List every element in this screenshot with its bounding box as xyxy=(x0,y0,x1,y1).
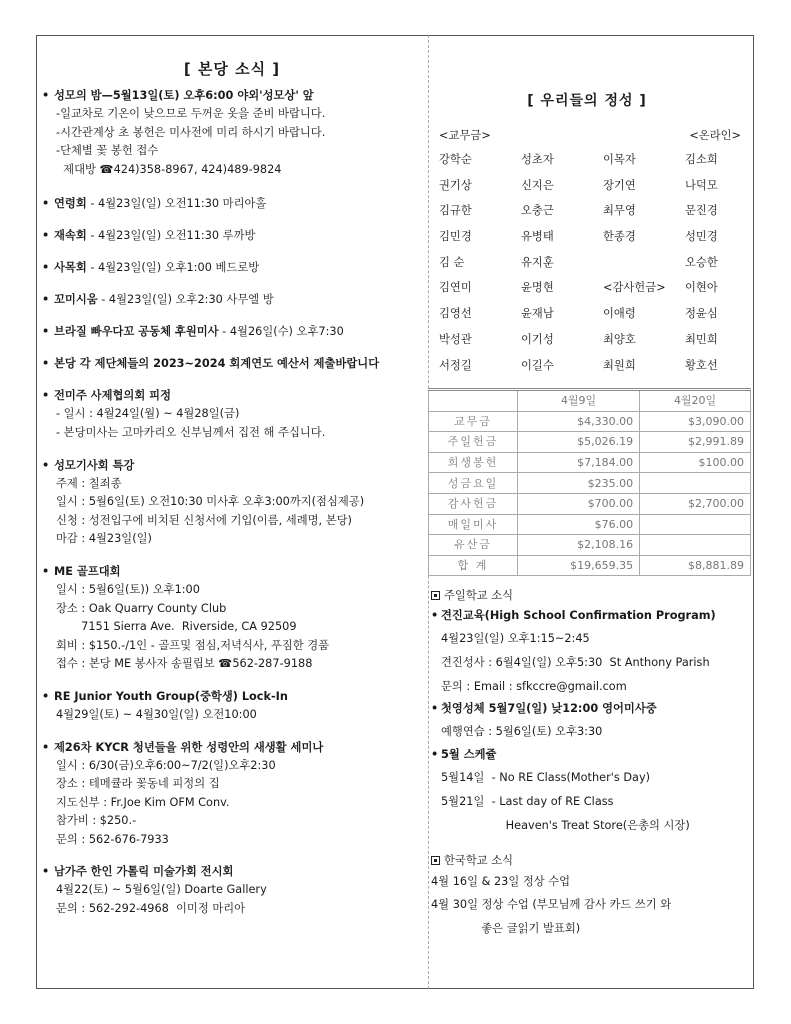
news-item xyxy=(42,688,422,725)
donor-name: 이애령 xyxy=(603,307,636,321)
news-detail-line: 4월29일(토) ~ 4월30일(일) 오전10:00 xyxy=(56,707,257,721)
donor-name: 오충근 xyxy=(521,204,554,218)
donor-name: 김소희 xyxy=(685,153,718,166)
offering-category: 교무금 xyxy=(429,411,518,432)
donor-name: 정윤심 xyxy=(685,307,718,321)
news-detail-line: 일시 : 5월6일(토)) 오후1:00 xyxy=(56,582,200,596)
offering-amount: $8,881.89 xyxy=(640,555,751,576)
news-item xyxy=(42,457,422,549)
donor-name: 이기성 xyxy=(521,332,554,346)
offering-amount: $100.00 xyxy=(640,452,751,473)
sunday-school-heading: 주일학교 소식 xyxy=(431,587,751,605)
offering-column-header: 4월9일 xyxy=(518,390,640,412)
donor-name: 김규한 xyxy=(439,204,472,218)
donor-name: 유병태 xyxy=(521,230,554,244)
donor-name: 나덕모 xyxy=(685,178,718,192)
offering-amount: $700.00 xyxy=(518,493,640,514)
donor-name: 이목자 xyxy=(603,153,636,166)
donor-name: <감사헌금> xyxy=(603,281,666,295)
news-item-heading xyxy=(42,563,422,581)
donor-name: 오승한 xyxy=(685,255,718,269)
sunday-school-detail-line: Heaven's Treat Store(은총의 시장) xyxy=(441,818,690,832)
offering-amount: $19,659.35 xyxy=(518,555,640,576)
donor-name: 윤명현 xyxy=(521,281,554,295)
news-detail-line: - 일시 : 4월24일(월) ~ 4월28일(금) xyxy=(56,407,240,421)
news-item xyxy=(42,563,422,674)
offering-amount: $2,108.16 xyxy=(518,535,640,556)
donor-name: 최양호 xyxy=(603,332,636,346)
donor-name: 김민경 xyxy=(439,230,472,244)
donor-row xyxy=(439,358,747,384)
news-item xyxy=(42,387,422,442)
offering-row xyxy=(429,535,751,556)
news-heading-text: 성모기사회 특강 xyxy=(54,458,135,472)
news-item-heading xyxy=(42,195,422,213)
sunday-school-detail-line: 문의 : Email : sfkccre@gmail.com xyxy=(441,679,627,693)
sunday-school-items xyxy=(431,605,751,838)
news-item-heading xyxy=(42,355,422,373)
news-heading-text: 사목회 xyxy=(54,261,87,275)
offering-row xyxy=(429,514,751,535)
news-item-heading xyxy=(42,291,422,309)
donor-name: 유지훈 xyxy=(521,255,554,269)
online-header: <온라인> xyxy=(689,129,741,142)
sunday-school-detail-line: 4월23일(일) 오후1:15~2:45 xyxy=(441,632,590,645)
parish-news-title: [ 본당 소식 ] xyxy=(183,60,281,78)
donor-row xyxy=(439,332,747,358)
donor-row xyxy=(439,255,747,281)
donor-name: 김 순 xyxy=(439,255,465,269)
sunday-school-item-heading: • 첫영성체 5월7일(일) 낮12:00 영어미사중 xyxy=(431,698,751,720)
offering-row xyxy=(429,555,751,576)
news-heading-text: 남가주 한인 가톨릭 미술가회 전시회 xyxy=(54,865,234,879)
offerings-title: [ 우리들의 정성 ] xyxy=(527,93,647,109)
news-detail-line: 신청 : 성전입구에 비치된 신청서에 기입(이름, 세례명, 본당) xyxy=(56,513,352,527)
news-detail-line: 장소 : 테메큘라 꽃동네 피정의 집 xyxy=(56,777,220,791)
offering-category: 주일헌금 xyxy=(429,432,518,453)
donor-name: 권기상 xyxy=(439,178,472,192)
offering-category: 감사헌금 xyxy=(429,493,518,514)
news-detail-line: 7151 Sierra Ave. Riverside, CA 92509 xyxy=(56,620,297,634)
news-heading-text: 재속회 xyxy=(54,229,87,243)
parish-news-column xyxy=(42,58,422,919)
donor-row xyxy=(439,152,747,178)
offering-table xyxy=(428,388,751,576)
news-heading-text: 꼬미시움 xyxy=(54,293,98,307)
news-detail-line: 접수 : 본당 ME 봉사자 송필립보 ☎562-287-9188 xyxy=(56,657,313,671)
school-news xyxy=(431,587,751,941)
donor-name: 강학순 xyxy=(439,153,472,166)
news-detail-line: 일시 : 5월6일(토) 오전10:30 미사후 오후3:00까지(점심제공) xyxy=(56,495,365,509)
square-bullet-icon xyxy=(431,591,440,600)
offering-column-header: 4월20일 xyxy=(640,390,751,412)
news-detail-line: - 본당미사는 고마카리오 신부님께서 집전 해 주십니다. xyxy=(56,425,326,439)
news-heading-text: RE Junior Youth Group(중학생) Lock-In xyxy=(54,689,288,703)
news-detail-line: 마감 : 4월23일(일) xyxy=(56,532,152,546)
offering-row xyxy=(429,473,751,494)
news-item-heading xyxy=(42,688,422,706)
korean-school-line: 4월 30일 정상 수업 (부모님께 감사 카드 쓰기 와 xyxy=(431,898,672,912)
donor-name: 최민희 xyxy=(685,332,718,346)
news-detail-line: 4월22(토) ~ 5월6일(일) Doarte Gallery xyxy=(56,883,267,897)
offering-table-header xyxy=(429,390,751,412)
donor-name: 김연미 xyxy=(439,281,472,295)
offering-amount: $7,184.00 xyxy=(518,452,640,473)
offering-column-header xyxy=(429,390,518,412)
donor-name: 최원희 xyxy=(603,358,636,372)
offering-row xyxy=(429,493,751,514)
news-detail-line: 문의 : 562-292-4968 이미정 마리아 xyxy=(56,902,246,916)
offering-amount: $3,090.00 xyxy=(640,411,751,432)
donor-name: 이길수 xyxy=(521,358,554,372)
donor-name: 이현아 xyxy=(685,281,718,295)
offering-amount: $2,700.00 xyxy=(640,493,751,514)
donor-name: 한종경 xyxy=(603,230,636,244)
offering-row xyxy=(429,411,751,432)
offering-row xyxy=(429,432,751,453)
news-detail-line: 제대방 ☎424)358-8967, 424)489-9824 xyxy=(56,162,282,176)
news-heading-detail: - 4월23일(일) 오후2:30 사무엘 방 xyxy=(97,293,274,307)
news-heading-text: 본당 각 제단체들의 2023~2024 회계연도 예산서 제출바랍니다 xyxy=(54,357,380,371)
news-detail-line: -일교차로 기온이 낮으므로 두꺼운 옷을 준비 바랍니다. xyxy=(56,107,326,120)
news-heading-text: 브라질 빠우다꼬 공동체 후원미사 xyxy=(54,325,219,339)
korean-school-heading: 한국학교 소식 xyxy=(431,852,751,870)
news-detail-line: 참가비 : $250.- xyxy=(56,814,137,828)
news-heading-detail: - 4월23일(일) 오전11:30 루까방 xyxy=(86,229,256,243)
offering-amount xyxy=(640,535,751,556)
donor-name: 문진경 xyxy=(685,204,718,218)
news-item xyxy=(42,863,422,918)
donor-name: 서정길 xyxy=(439,358,472,372)
sunday-school-detail-line: 견진성사 : 6월4일(일) 오후5:30 St Anthony Parish xyxy=(441,655,710,669)
donor-name: 신지은 xyxy=(521,178,554,192)
news-item-heading xyxy=(42,457,422,475)
news-item-heading xyxy=(42,259,422,277)
offering-category: 매일미사 xyxy=(429,514,518,535)
offering-amount: $2,991.89 xyxy=(640,432,751,453)
offering-amount xyxy=(640,473,751,494)
news-item-heading xyxy=(42,863,422,881)
square-bullet-icon xyxy=(431,856,440,865)
donor-name: 김영선 xyxy=(439,307,472,321)
korean-school-line: 4월 16일 & 23일 정상 수업 xyxy=(431,874,571,888)
offering-category: 합 계 xyxy=(429,555,518,576)
news-detail-line: 회비 : $150.-/1인 - 골프및 점심,저녁식사, 푸짐한 경품 xyxy=(56,638,330,652)
news-heading-text: 성모의 밤—5월13일(토) 오후6:00 야외'성모상' 앞 xyxy=(54,89,314,102)
news-heading-text: 연령회 xyxy=(54,197,87,211)
offering-amount: $4,330.00 xyxy=(518,411,640,432)
donor-row xyxy=(439,306,747,332)
news-item xyxy=(42,259,422,277)
donor-name: 장기연 xyxy=(603,178,636,192)
sunday-school-detail-line: 예행연습 : 5월6일(토) 오후3:30 xyxy=(441,725,603,739)
donor-name: 성민경 xyxy=(685,230,718,244)
tithe-header: <교무금> xyxy=(439,129,491,142)
news-heading-text: 제26차 KYCR 청년들을 위한 성령안의 새생활 세미나 xyxy=(54,740,324,754)
donor-name: 황호선 xyxy=(685,358,718,372)
donor-row xyxy=(439,203,747,229)
news-detail-line: 일시 : 6/30(금)오후6:00~7/2(일)오후2:30 xyxy=(56,758,276,772)
news-heading-detail: - 4월23일(일) 오전11:30 마리아홀 xyxy=(86,197,267,211)
news-item-heading xyxy=(42,387,422,405)
sunday-school-item-heading: • 5월 스케쥴 xyxy=(431,744,751,766)
news-heading-text: 전미주 사제협의회 피정 xyxy=(54,389,171,403)
sunday-school-detail-line: 5월21일 - Last day of RE Class xyxy=(441,794,614,808)
news-item xyxy=(42,739,422,850)
donor-name: 최무영 xyxy=(603,204,636,218)
parish-news-list xyxy=(42,87,422,919)
news-heading-detail: - 4월26일(수) 오후7:30 xyxy=(218,325,344,339)
news-item-heading xyxy=(42,227,422,245)
donor-name: 박성관 xyxy=(439,332,472,346)
news-item xyxy=(42,323,422,341)
offering-amount: $235.00 xyxy=(518,473,640,494)
donor-grid xyxy=(439,152,747,383)
sunday-school-item-heading: • 견진교육(High School Confirmation Program) xyxy=(431,605,751,627)
donor-name: 윤재남 xyxy=(521,307,554,321)
offering-row xyxy=(429,452,751,473)
news-detail-line: 장소 : Oak Quarry County Club xyxy=(56,601,227,615)
offering-amount xyxy=(640,514,751,535)
news-detail-line: 지도신부 : Fr.Joe Kim OFM Conv. xyxy=(56,795,230,809)
sunday-school-detail-line: 5월14일 - No RE Class(Mother's Day) xyxy=(441,771,651,785)
donor-row xyxy=(439,178,747,204)
news-detail-line: 문의 : 562-676-7933 xyxy=(56,832,169,846)
korean-school-line: 좋은 글읽기 발표회) xyxy=(431,922,581,936)
news-item-heading xyxy=(42,739,422,757)
news-detail-line: -시간관계상 초 봉헌은 미사전에 미리 하시기 바랍니다. xyxy=(56,125,326,139)
news-item xyxy=(42,355,422,373)
donor-row xyxy=(439,280,747,306)
offering-amount: $5,026.19 xyxy=(518,432,640,453)
news-detail-line: -단체별 꽃 봉헌 접수 xyxy=(56,144,159,158)
korean-school-lines xyxy=(431,870,751,941)
news-item xyxy=(42,291,422,309)
donor-row xyxy=(439,229,747,255)
news-item xyxy=(42,227,422,245)
news-heading-text: ME 골프대회 xyxy=(54,564,121,578)
offering-category: 유산금 xyxy=(429,535,518,556)
news-detail-line: 주제 : 칠죄종 xyxy=(56,476,122,490)
offering-amount: $76.00 xyxy=(518,514,640,535)
offerings-column xyxy=(431,90,751,936)
news-heading-detail: - 4월23일(일) 오후1:00 베드로방 xyxy=(86,261,260,275)
offering-category: 희생봉헌 xyxy=(429,452,518,473)
news-item-heading xyxy=(42,87,422,105)
news-item-heading xyxy=(42,323,422,341)
news-item xyxy=(42,87,422,179)
news-item xyxy=(42,195,422,213)
donor-name: 성초자 xyxy=(521,153,554,166)
offering-category: 성금요일 xyxy=(429,473,518,494)
